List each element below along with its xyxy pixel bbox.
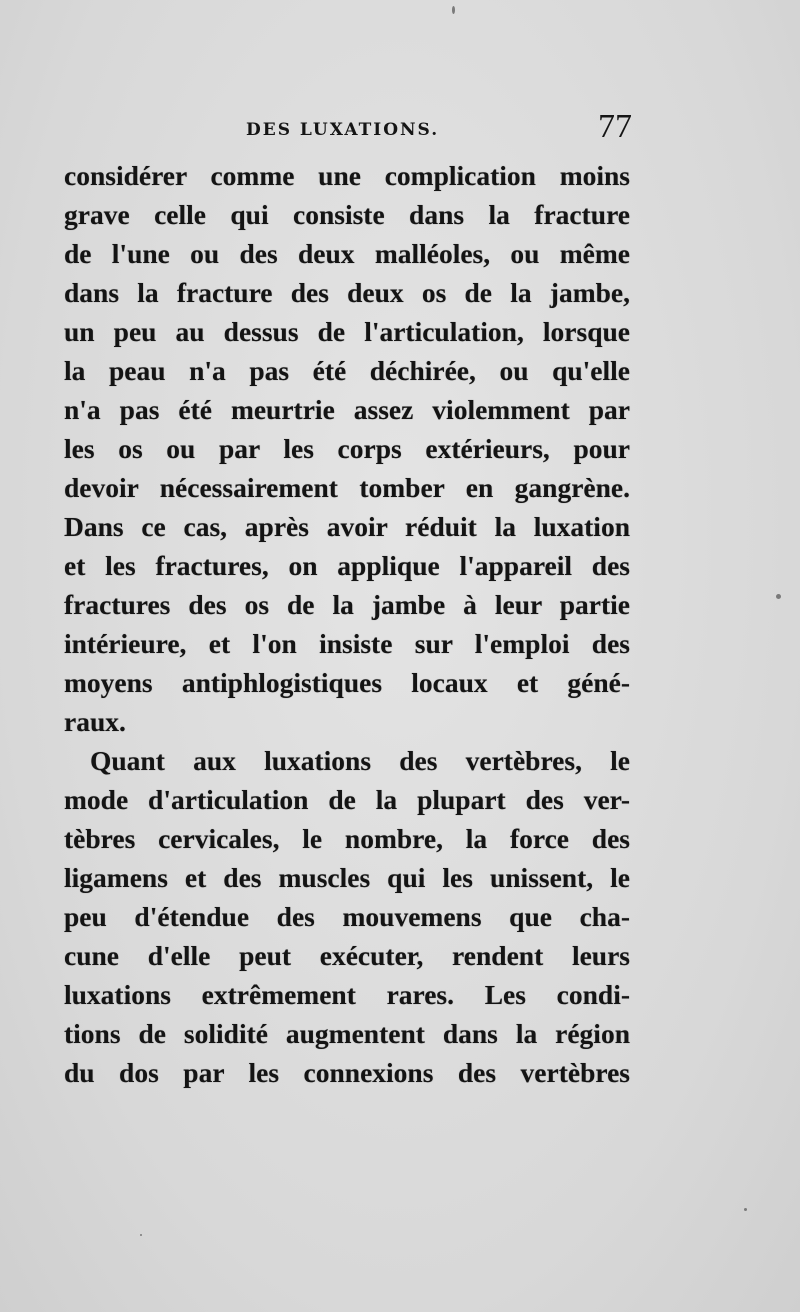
body-text	[64, 156, 630, 1092]
paper-speck	[744, 1208, 747, 1211]
page-header	[60, 108, 640, 158]
text-line: luxations extrêmement rares. Les condi-	[64, 979, 630, 1010]
text-line: la peau n'a pas été déchirée, ou qu'elle	[64, 355, 630, 386]
text-line: du dos par les connexions des vertèbres	[64, 1057, 630, 1088]
text-line: de l'une ou des deux malléoles, ou même	[64, 238, 630, 269]
text-line: raux.	[64, 706, 126, 737]
running-title: DES LUXATIONS.	[246, 120, 440, 140]
text-line: Dans ce cas, après avoir réduit la luxation	[64, 511, 630, 542]
text-line: devoir nécessairement tomber en gangrène.	[64, 472, 630, 503]
text-line: mode d'articulation de la plupart des ver-	[64, 784, 630, 815]
text-line: tions de solidité augmentent dans la région	[64, 1018, 630, 1049]
paper-speck	[452, 6, 455, 14]
text-line: considérer comme une complication moins	[64, 160, 630, 191]
text-line: dans la fracture des deux os de la jambe,	[64, 277, 630, 308]
text-line: tèbres cervicales, le nombre, la force des	[64, 823, 630, 854]
text-line: n'a pas été meurtrie assez violemment par	[64, 394, 630, 425]
page-number: 77	[598, 108, 632, 145]
paper-speck	[776, 594, 781, 599]
paper-speck	[140, 1234, 142, 1236]
text-line: moyens antiphlogistiques locaux et géné-	[64, 667, 630, 698]
text-line: cune d'elle peut exécuter, rendent leurs	[64, 940, 630, 971]
text-line: grave celle qui consiste dans la fracture	[64, 199, 630, 230]
text-line: fractures des os de la jambe à leur partie	[64, 589, 630, 620]
text-line: ligamens et des muscles qui les unissent, le	[64, 862, 630, 893]
paragraph-start-line: Quant aux luxations des vertèbres, le	[90, 745, 630, 776]
text-line: intérieure, et l'on insiste sur l'emploi des	[64, 628, 630, 659]
text-line: et les fractures, on applique l'appareil des	[64, 550, 630, 581]
text-line: peu d'étendue des mouvemens que cha-	[64, 901, 630, 932]
text-line: les os ou par les corps extérieurs, pour	[64, 433, 630, 464]
text-line: un peu au dessus de l'articulation, lorsque	[64, 316, 630, 347]
